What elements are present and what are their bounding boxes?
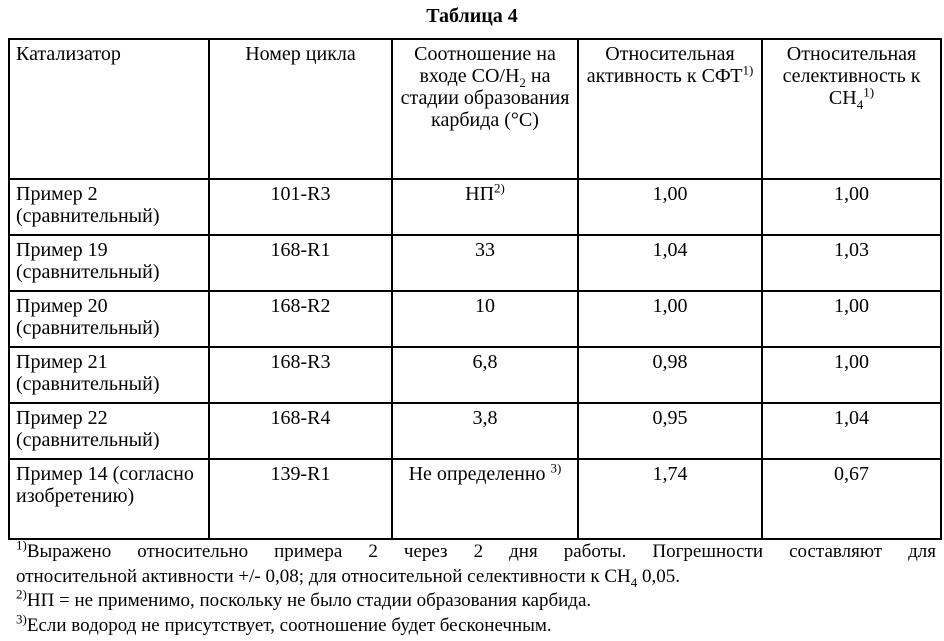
table-row	[9, 235, 941, 291]
cell-ratio: 10	[392, 291, 578, 347]
col-header-selectivity: Относительная селективность к $CH_4^{1)}$	[762, 39, 941, 179]
footnote-2: $^{2)}$НП = не применимо, поскольку не было стадии образования карбида.	[16, 586, 592, 611]
footnotes	[16, 537, 936, 638]
cell-catalyst: Пример 2 (сравнительный)	[9, 179, 209, 235]
cell-ratio: Не определенно $^{3)}$	[392, 459, 578, 539]
cell-selectivity: 1,00	[762, 179, 941, 235]
data-table	[8, 38, 942, 540]
cell-cycle: 168-R3	[209, 347, 392, 403]
col-header-activity: Относительная активность к СФТ$^{1)}$	[578, 39, 762, 179]
table-row	[9, 459, 941, 539]
table-title: Таблица 4	[426, 5, 518, 27]
footnote-3: $^{3)}$Если водород не присутствует, соотношение будет бесконечным.	[16, 611, 552, 636]
cell-ratio: 3,8	[392, 403, 578, 459]
col-header-ratio: Соотношение на входе $CO/H_2$ на стадии образования карбида (°C)	[392, 39, 578, 179]
cell-ratio: 6,8	[392, 347, 578, 403]
cell-activity: 0,98	[578, 347, 762, 403]
footnote-1-line-2: относительной активности +/- 0,08; для относительной селективности к $CH_4$ 0,05.	[16, 565, 681, 590]
header-row	[9, 39, 941, 179]
cell-cycle: 139-R1	[209, 459, 392, 539]
footnote-1-line-1: $^{1)}$Выражено относительно примера 2 через 2 дня работы. Погрешности составляют для	[16, 537, 936, 562]
col-header-catalyst: Катализатор	[9, 39, 209, 179]
cell-activity: 1,04	[578, 235, 762, 291]
cell-selectivity: 1,00	[762, 347, 941, 403]
cell-catalyst: Пример 19 (сравнительный)	[9, 235, 209, 291]
cell-catalyst: Пример 21 (сравнительный)	[9, 347, 209, 403]
cell-activity: 1,00	[578, 179, 762, 235]
cell-catalyst: Пример 14 (согласно изобретению)	[9, 459, 209, 539]
table-row	[9, 291, 941, 347]
cell-catalyst: Пример 22 (сравнительный)	[9, 403, 209, 459]
col-header-cycle: Номер цикла	[209, 39, 392, 179]
cell-catalyst: Пример 20 (сравнительный)	[9, 291, 209, 347]
cell-cycle: 168-R2	[209, 291, 392, 347]
table-row	[9, 179, 941, 235]
cell-cycle: 101-R3	[209, 179, 392, 235]
cell-selectivity: 1,04	[762, 403, 941, 459]
cell-cycle: 168-R1	[209, 235, 392, 291]
cell-selectivity: 0,67	[762, 459, 941, 539]
table-row	[9, 347, 941, 403]
cell-ratio: 33	[392, 235, 578, 291]
cell-ratio: НП$^{2)}$	[392, 179, 578, 235]
cell-cycle: 168-R4	[209, 403, 392, 459]
cell-activity: 1,74	[578, 459, 762, 539]
table-row	[9, 403, 941, 459]
cell-selectivity: 1,00	[762, 291, 941, 347]
cell-activity: 0,95	[578, 403, 762, 459]
cell-selectivity: 1,03	[762, 235, 941, 291]
cell-activity: 1,00	[578, 291, 762, 347]
